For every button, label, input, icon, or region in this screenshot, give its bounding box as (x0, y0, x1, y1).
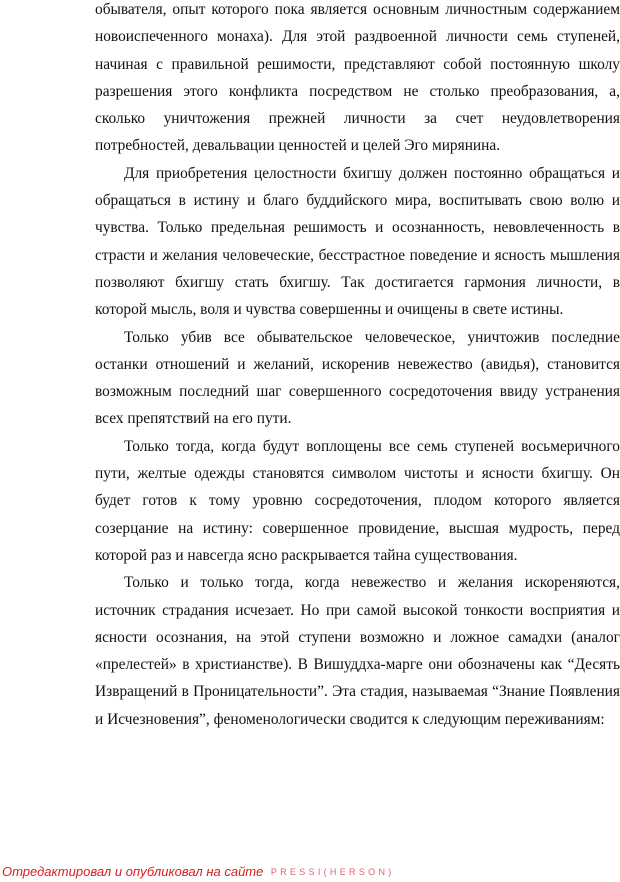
footer-watermark (2, 863, 395, 881)
footer-site-link[interactable]: PRESSI(HERSON) (270, 867, 395, 877)
paragraph-1: обывателя, опыт которого пока является основным личностным содержанием новоиспеченного монаха). Для этой раздвоенной личности семь ступеней, начиная с правильной решимости, представляют собой постоянную школу разрешения этого конфликта посредством не столько преобразования, а, сколько уничтожения прежней личности за счет неудовлетворения потребностей, девальвации ценностей и целей Эго мирянина. (95, 1, 620, 155)
footer-credit: Отредактировал и опубликовал на сайте (2, 864, 264, 879)
body-text (95, 0, 620, 733)
paragraph-2: Для приобретения целостности бхигшу должен постоянно обращаться и обращаться в истину и благо буддийского мира, воспитывать свою волю и чувства. Только предельная решимость и осознанность, невовлеченность в страсти и желания человеческие, бесстрастное поведение и ясность мышления позволяют бхигшу стать бхигшу. Так достигается гармония личности, в которой мысль, воля и чувства совершенны и очищены в свете истины. (95, 164, 620, 319)
paragraph-3: Только убив все обывательское человеческое, уничтожив последние останки отношений и желаний, искоренив невежество (авидья), становится возможным последний шаг совершенного сосредоточения ввиду устранения всех препятствий на его пути. (95, 328, 620, 428)
paragraph-5: Только и только тогда, когда невежество и желания искореняются, источник страдания исчезает. Но при самой высокой тонкости восприятия и ясности осознания, на этой ступени возможно и ложное самадхи (аналог «прелестей» в христианстве). В Вишуддха-марге они обозначены как “Десять Извращений в Проницательности”. Эта стадия, называемая “Знание Появления и Исчезновения”, феноменологически сводится к следующим переживаниям: (95, 574, 620, 728)
paragraph-4: Только тогда, когда будут воплощены все семь ступеней восьмеричного пути, желтые одежды становятся символом чистоты и ясности бхигшу. Он будет готов к тому уровню сосредоточения, плодом которого является созерцание на истину: совершенное провидение, высшая мудрость, перед которой раз и навсегда ясно раскрывается тайна существования. (95, 437, 620, 564)
